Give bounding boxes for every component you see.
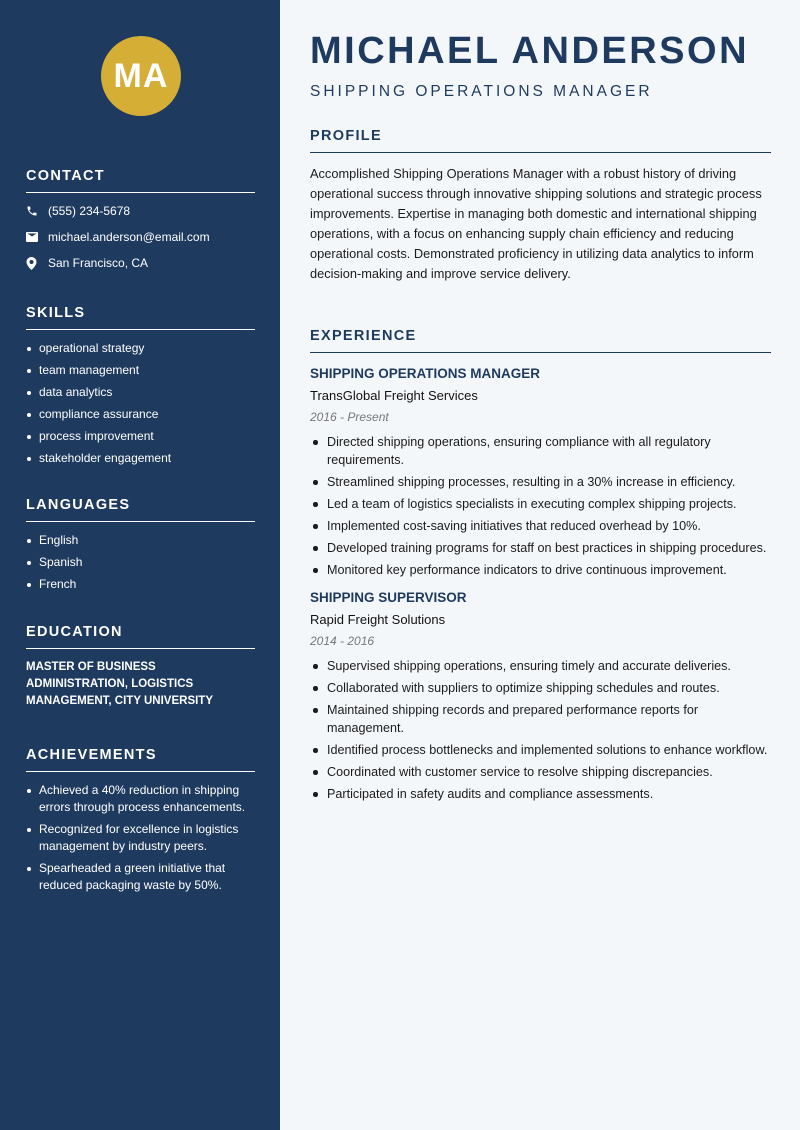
company-name: TransGlobal Freight Services (310, 388, 478, 403)
list-item: process improvement (26, 428, 255, 445)
list-item: data analytics (26, 384, 255, 401)
list-item: Implemented cost-saving initiatives that reduced overhead by 10%. (310, 517, 771, 535)
list-item: Recognized for excellence in logistics management by industry peers. (26, 821, 255, 855)
list-item: Achieved a 40% reduction in shipping errors through process enhancements. (26, 782, 255, 816)
list-item: French (26, 576, 255, 593)
job-dates: 2016 - Present (310, 410, 389, 424)
job-entry (310, 366, 771, 579)
job-bullets (310, 433, 771, 579)
list-item: Monitored key performance indicators to drive continuous improvement. (310, 561, 771, 579)
achievements-section (26, 747, 255, 899)
job-bullets (310, 657, 771, 803)
list-item: compliance assurance (26, 406, 255, 423)
contact-section (26, 168, 255, 276)
job-title: SHIPPING SUPERVISOR (310, 590, 467, 605)
list-item: Identified process bottlenecks and implemented solutions to enhance workflow. (310, 741, 771, 759)
list-item: Collaborated with suppliers to optimize shipping schedules and routes. (310, 679, 771, 697)
page-title: MICHAEL ANDERSON (310, 30, 750, 72)
education-section (26, 624, 255, 710)
contact-email-text[interactable]: michael.anderson@email.com (48, 230, 210, 244)
sidebar (0, 0, 280, 1130)
company-name: Rapid Freight Solutions (310, 612, 446, 627)
list-item: team management (26, 362, 255, 379)
job-dates: 2014 - 2016 (310, 634, 375, 648)
profile-text: Accomplished Shipping Operations Manager with a robust history of driving operational success through innovative shipping solutions and strategic process improvements. Expertise in managing both domestic and international shipping operations, with a focus on enhancing supply chain efficiency and reducing operational costs. Demonstrated proficiency in utilizing data analytics to inform decision-making and improve service delivery. (310, 166, 762, 281)
list-item: Coordinated with customer service to resolve shipping discrepancies. (310, 763, 771, 781)
list-item: operational strategy (26, 340, 255, 357)
skills-heading: SKILLS (26, 305, 255, 330)
list-item: stakeholder engagement (26, 450, 255, 467)
location-pin-icon (26, 257, 48, 270)
skills-list (26, 340, 255, 467)
list-item: English (26, 532, 255, 549)
experience-heading: EXPERIENCE (310, 328, 771, 353)
profile-section (310, 128, 771, 284)
languages-section (26, 497, 255, 598)
contact-heading: CONTACT (26, 168, 255, 193)
list-item: Participated in safety audits and compliance assessments. (310, 785, 771, 803)
list-item: Spearheaded a green initiative that reduced packaging waste by 50%. (26, 860, 255, 894)
education-heading: EDUCATION (26, 624, 255, 649)
languages-heading: LANGUAGES (26, 497, 255, 522)
contact-email (26, 224, 255, 250)
list-item: Spanish (26, 554, 255, 571)
contact-location (26, 250, 255, 276)
list-item: Supervised shipping operations, ensuring timely and accurate deliveries. (310, 657, 771, 675)
achievements-list (26, 782, 255, 894)
education-text: MASTER OF BUSINESS ADMINISTRATION, LOGISTICS MANAGEMENT, CITY UNIVERSITY (26, 661, 213, 707)
job-role-subtitle: SHIPPING OPERATIONS MANAGER (310, 83, 653, 100)
profile-heading: PROFILE (310, 128, 771, 153)
list-item: Led a team of logistics specialists in executing complex shipping projects. (310, 495, 771, 513)
contact-location-text: San Francisco, CA (48, 256, 149, 270)
list-item: Developed training programs for staff on best practices in shipping procedures. (310, 539, 771, 557)
list-item: Streamlined shipping processes, resulting in a 30% increase in efficiency. (310, 473, 771, 491)
contact-phone (26, 198, 255, 224)
achievements-heading: ACHIEVEMENTS (26, 747, 255, 772)
job-entry (310, 590, 771, 803)
contact-phone-text[interactable]: (555) 234-5678 (48, 204, 131, 218)
job-title: SHIPPING OPERATIONS MANAGER (310, 366, 541, 381)
skills-section (26, 305, 255, 472)
experience-section (310, 328, 771, 807)
avatar-monogram: MA (101, 36, 181, 116)
email-icon (26, 232, 48, 242)
phone-icon (26, 205, 48, 217)
list-item: Maintained shipping records and prepared performance reports for management. (310, 701, 771, 737)
languages-list (26, 532, 255, 593)
list-item: Directed shipping operations, ensuring compliance with all regulatory requirements. (310, 433, 771, 469)
